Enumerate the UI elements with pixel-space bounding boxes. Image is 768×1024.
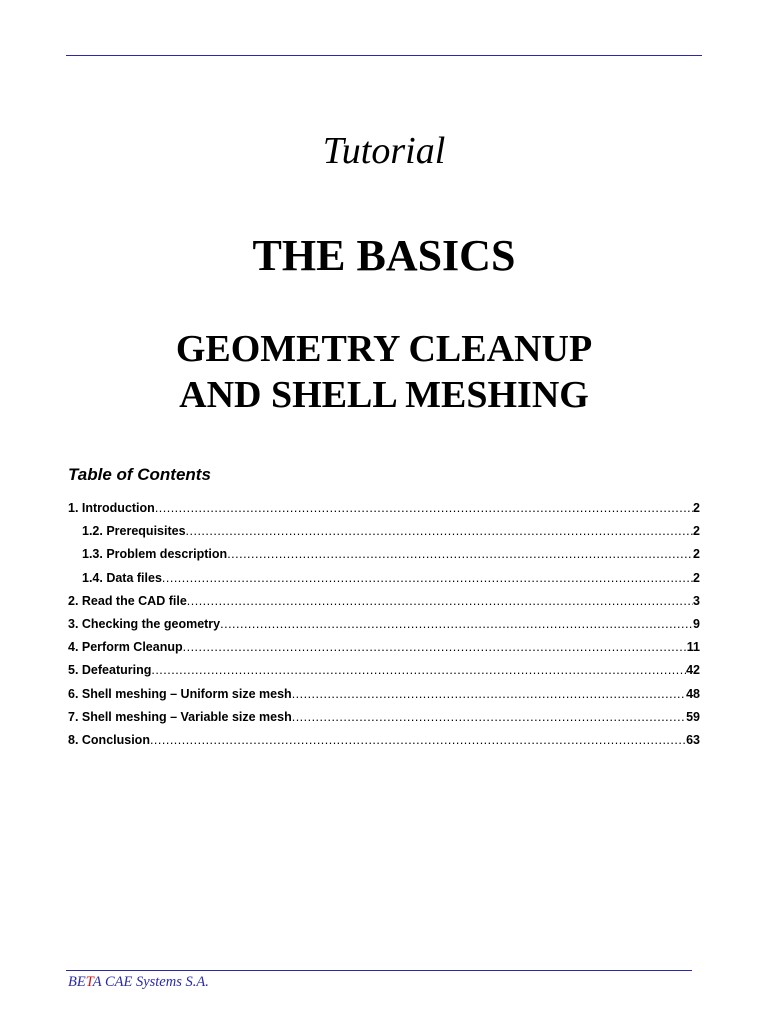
toc-entry-page: 3 <box>693 593 700 608</box>
toc-entry-label: 1. Introduction <box>68 501 155 515</box>
header-rule <box>66 55 702 56</box>
subtitle <box>0 326 768 418</box>
toc-leader-dots <box>292 687 686 701</box>
toc-entry-page: 2 <box>693 501 700 515</box>
tutorial-label: Tutorial <box>322 130 446 172</box>
toc-entry-problem-description[interactable] <box>68 547 700 570</box>
toc-entry-label: 1.3. Problem description <box>82 547 228 562</box>
toc-leader-dots <box>151 663 686 677</box>
toc-entry-page: 2 <box>693 547 700 562</box>
toc-leader-dots <box>292 710 686 724</box>
toc-entry-page: 9 <box>693 616 700 631</box>
footer-part-2: T <box>85 974 93 990</box>
toc-heading: Table of Contents <box>68 465 211 484</box>
toc-entry-page: 59 <box>686 709 700 724</box>
toc-entry-read-cad-file[interactable] <box>68 594 700 617</box>
toc-entry-label: 8. Conclusion <box>68 732 150 747</box>
footer-rule <box>66 970 692 971</box>
toc-leader-dots <box>187 594 693 608</box>
toc-entry-data-files[interactable] <box>68 571 700 594</box>
toc-leader-dots <box>155 501 693 515</box>
table-of-contents <box>68 501 700 756</box>
toc-entry-page: 2 <box>693 570 700 585</box>
subtitle-line-1: GEOMETRY CLEANUP <box>175 328 593 370</box>
footer-company <box>68 973 209 991</box>
toc-leader-dots <box>162 571 693 585</box>
toc-leader-dots <box>150 733 686 747</box>
toc-entry-perform-cleanup[interactable] <box>68 640 700 663</box>
toc-entry-page: 63 <box>686 732 700 747</box>
toc-entry-page: 42 <box>686 663 700 678</box>
toc-entry-label: 2. Read the CAD file <box>68 593 187 608</box>
toc-entry-checking-geometry[interactable] <box>68 617 700 640</box>
toc-leader-dots <box>220 617 693 631</box>
toc-entry-label: 3. Checking the geometry <box>68 616 221 631</box>
toc-entry-variable-mesh[interactable] <box>68 710 700 733</box>
footer-part-3: A CAE Systems S.A. <box>92 974 209 990</box>
toc-entry-uniform-mesh[interactable] <box>68 687 700 710</box>
toc-leader-dots <box>227 547 693 561</box>
toc-entry-page: 48 <box>686 686 700 701</box>
toc-leader-dots <box>183 640 687 654</box>
toc-entry-introduction[interactable] <box>68 501 700 524</box>
toc-entry-label: 6. Shell meshing – Uniform size mesh <box>68 686 292 701</box>
toc-leader-dots <box>186 524 694 538</box>
toc-entry-conclusion[interactable] <box>68 733 700 756</box>
toc-entry-page: 11 <box>686 640 700 655</box>
toc-entry-label: 1.4. Data files <box>82 570 162 585</box>
toc-entry-label: 4. Perform Cleanup <box>68 640 183 655</box>
toc-entry-label: 1.2. Prerequisites <box>82 524 186 539</box>
toc-entry-prerequisites[interactable] <box>68 524 700 547</box>
footer-part-1: BE <box>68 974 86 990</box>
toc-entry-label: 5. Defeaturing <box>68 663 152 678</box>
toc-entry-label: 7. Shell meshing – Variable size mesh <box>68 709 292 724</box>
subtitle-line-2: AND SHELL MESHING <box>179 374 589 416</box>
main-title: THE BASICS <box>252 231 516 280</box>
toc-entry-defeaturing[interactable] <box>68 663 700 686</box>
toc-entry-page: 2 <box>693 524 700 539</box>
